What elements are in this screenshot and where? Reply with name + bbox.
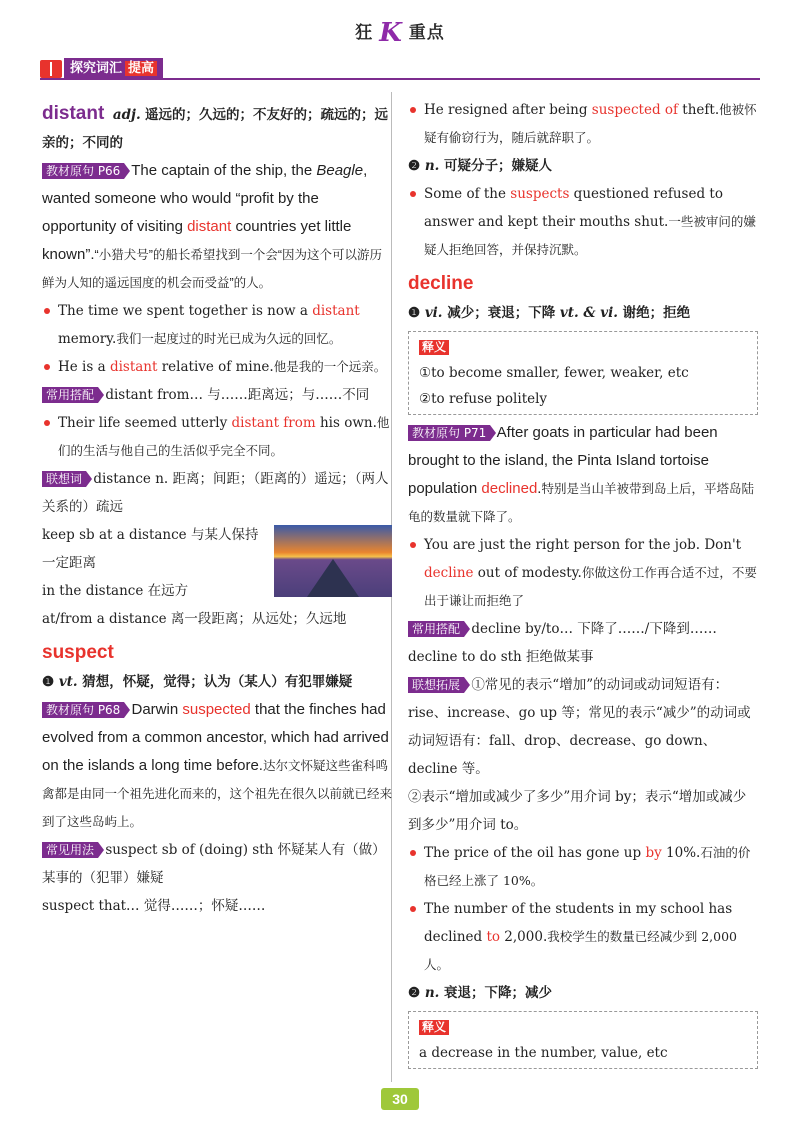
sense-2: ❷ n. 可疑分子；嫌疑人 (408, 158, 553, 174)
entry-distant: distant adj. 遥远的；久远的；不友好的；疏远的；远亲的；不同的 (42, 103, 388, 151)
source-sentence: 教材原句 P71 After goats in particular had been brought to the island, the Pinta Island tortoise population declined.特别是当山羊被带到岛上后，平塔岛陆龟的数量就下降了。 (408, 424, 754, 524)
book-icon (40, 60, 62, 78)
left-column (42, 100, 392, 920)
example: The time we spent together is now a distant memory.我们一起度过的时光已成为久远的回忆。 (42, 297, 392, 353)
example: You are just the right person for the job. Don't decline out of modesty.你做这份工作再合适不过，不要出于谦让而拒绝了 (408, 531, 758, 615)
example: The price of the oil has gone up by 10%.石油的价格已经上涨了 10%。 (408, 839, 758, 895)
road-sunset-image (274, 525, 392, 597)
right-column (408, 96, 758, 1073)
entry-suspect: suspect (42, 642, 114, 663)
related-words: 联想词 distance n. 距离；间距；（距离的）遥远；（两人关系的）疏远 (42, 471, 389, 515)
related-phrase: in the distance 在远方 (42, 583, 189, 599)
source-sentence: 教材原句 P66 The captain of the ship, the Beagle, wanted someone who would “profit by the opportunity of visiting distant countries yet little known”.“小猎犬号”的船长希望找到一个会“因为这个可以游历鲜为人知的遥远国度的机会而受益”的人。 (42, 162, 383, 290)
definition-box: 释义 ①to become smaller, fewer, weaker, etc ②to refuse politely (408, 331, 758, 415)
extension: 联想拓展 ①常见的表示“增加”的动词或动词短语有：rise、increase、go up 等；常见的表示“减少”的动词或动词短语有：fall、drop、decrease、go down、decline 等。 (408, 677, 751, 777)
page-number: 30 (381, 1088, 419, 1110)
sense-1: ❶ vi. 减少；衰退；下降 vt. & vi. 谢绝；拒绝 (408, 305, 691, 321)
sense-2: ❷ n. 衰退；下降；减少 (408, 985, 553, 1001)
source-sentence: 教材原句 P68 Darwin suspected that the finches had evolved from a common ancestor, which had arrived on the islands a long time before.达尔文怀疑这些雀科鸣禽都是由同一个祖先进化而来的，这个祖先在很久以前就已经来到了这些岛屿上。 (42, 701, 393, 829)
section-title: 探究词汇 提高 (40, 58, 163, 80)
usage: 常见用法 suspect sb of (doing) sth 怀疑某人有（做）某事的（犯罪）嫌疑 (42, 842, 386, 886)
extension-2: ②表示“增加或减少了多少”用介词 by；表示“增加或减少到多少”用介词 to。 (408, 789, 747, 833)
usage-2: suspect that… 觉得……；怀疑…… (42, 898, 266, 914)
related-phrase: keep sb at a distance 与某人保持一定距离 (42, 527, 259, 571)
example: The number of the students in my school has declined to 2,000.我校学生的数量已经减少到 2,000 人。 (408, 895, 758, 979)
page-header: 狂 K 重点 (355, 18, 445, 48)
example: Their life seemed utterly distant from his own.他们的生活与他自己的生活似乎完全不同。 (42, 409, 392, 465)
related-phrase: at/from a distance 离一段距离；从远处；久远地 (42, 611, 347, 627)
example: He resigned after being suspected of theft.他被怀疑有偷窃行为，随后就辞职了。 (408, 96, 758, 152)
example: Some of the suspects questioned refused to answer and kept their mouths shut.一些被审问的嫌疑人拒绝回答，并保持沉默。 (408, 180, 758, 264)
example: He is a distant relative of mine.他是我的一个远亲。 (42, 353, 392, 381)
collocation: 常用搭配 decline by/to… 下降了……/下降到…… (408, 615, 758, 643)
definition-box: 释义 a decrease in the number, value, etc (408, 1011, 758, 1069)
k-logo: K (379, 18, 403, 48)
entry-decline: decline (408, 273, 474, 294)
sense-1: ❶ vt. 猜想，怀疑，觉得；认为（某人）有犯罪嫌疑 (42, 674, 353, 690)
collocation: 常用搭配 distant from… 与……距离远；与……不同 (42, 381, 392, 409)
collocation-2: decline to do sth 拒绝做某事 (408, 649, 594, 665)
section-rule (40, 78, 760, 80)
